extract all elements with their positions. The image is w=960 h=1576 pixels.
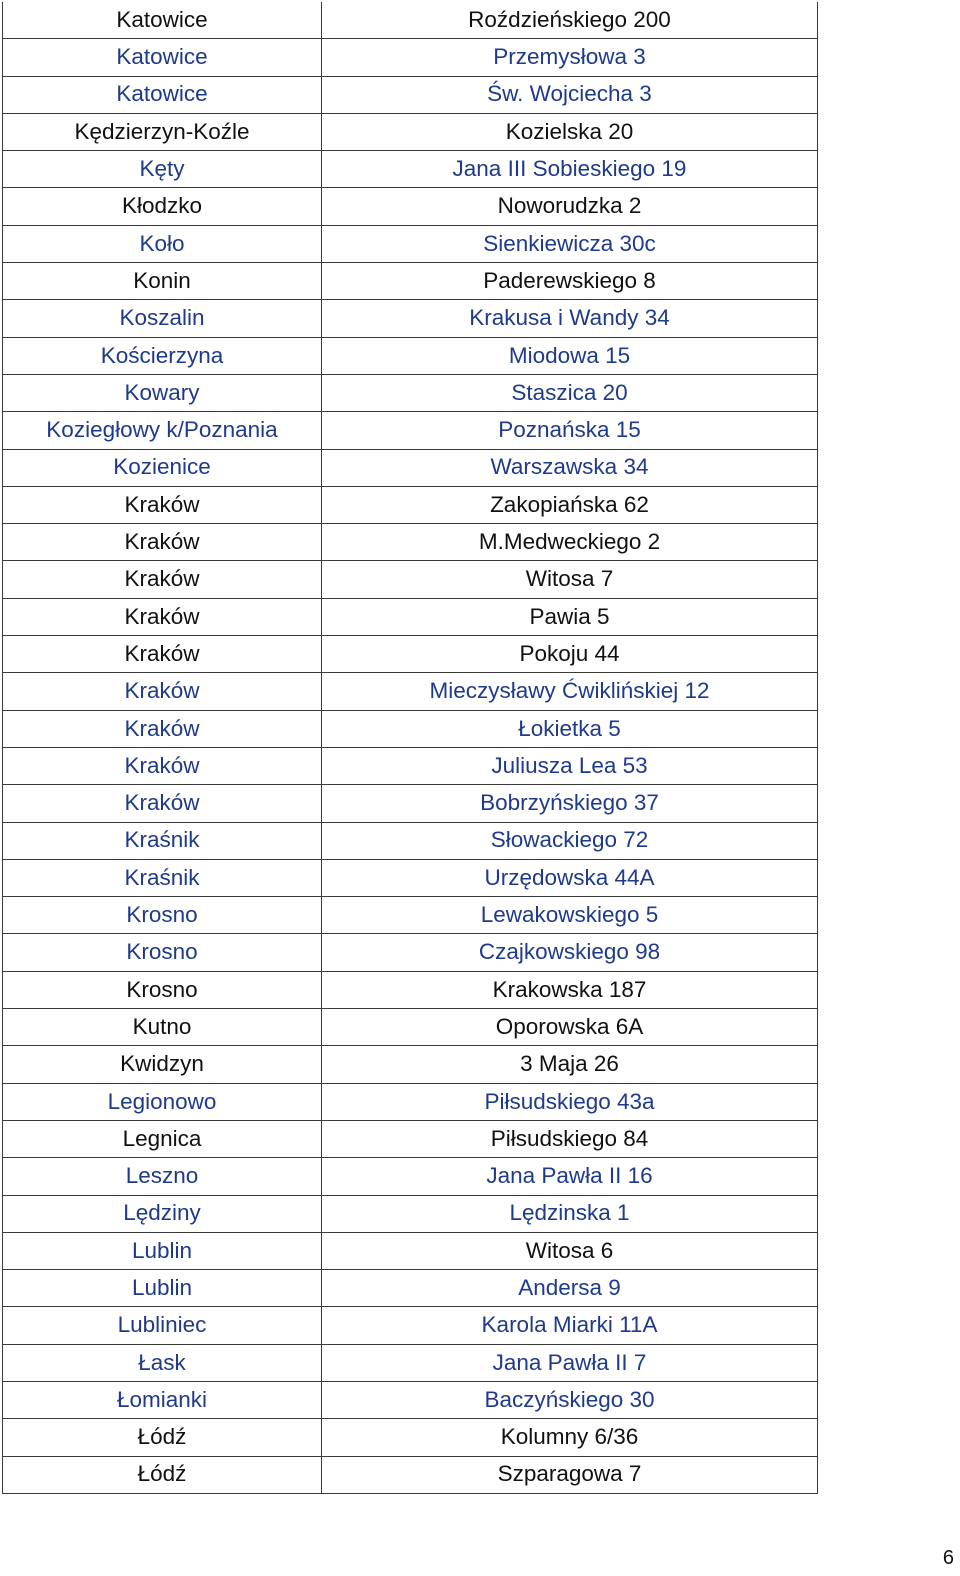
address-cell[interactable]: Poznańska 15 [322, 412, 818, 449]
address-cell[interactable]: Staszica 20 [322, 374, 818, 411]
address-cell: Zakopiańska 62 [322, 486, 818, 523]
city-cell[interactable]: Koziegłowy k/Poznania [3, 412, 322, 449]
table-row [3, 1009, 818, 1046]
table-row [3, 598, 818, 635]
table-row [3, 449, 818, 486]
table-row [3, 971, 818, 1008]
address-cell: Piłsudskiego 84 [322, 1120, 818, 1157]
city-cell[interactable]: Lublin [3, 1270, 322, 1307]
table-row [3, 39, 818, 76]
city-cell: Kłodzko [3, 188, 322, 225]
city-cell: Kutno [3, 1009, 322, 1046]
table-row [3, 673, 818, 710]
city-cell[interactable]: Kraśnik [3, 859, 322, 896]
table-row [3, 1456, 818, 1493]
city-cell: Konin [3, 263, 322, 300]
city-cell[interactable]: Kęty [3, 151, 322, 188]
city-cell: Kraków [3, 598, 322, 635]
table-row [3, 1232, 818, 1269]
address-cell[interactable]: Słowackiego 72 [322, 822, 818, 859]
address-cell[interactable]: Przemysłowa 3 [322, 39, 818, 76]
table-row [3, 412, 818, 449]
city-cell[interactable]: Kraków [3, 710, 322, 747]
city-cell: Kraków [3, 486, 322, 523]
address-cell[interactable]: Urzędowska 44A [322, 859, 818, 896]
table-row [3, 1381, 818, 1418]
locations-table-body [3, 2, 818, 1493]
address-cell: Witosa 7 [322, 561, 818, 598]
table-row [3, 1083, 818, 1120]
address-cell[interactable]: Andersa 9 [322, 1270, 818, 1307]
city-cell[interactable]: Katowice [3, 76, 322, 113]
address-cell: Szparagowa 7 [322, 1456, 818, 1493]
table-row [3, 1195, 818, 1232]
city-cell[interactable]: Kraków [3, 785, 322, 822]
table-row [3, 188, 818, 225]
city-cell[interactable]: Lubliniec [3, 1307, 322, 1344]
address-cell[interactable]: Bobrzyńskiego 37 [322, 785, 818, 822]
city-cell: Łódź [3, 1419, 322, 1456]
table-row [3, 374, 818, 411]
address-cell: 3 Maja 26 [322, 1046, 818, 1083]
address-cell: Roździeńskiego 200 [322, 2, 818, 39]
table-row [3, 486, 818, 523]
city-cell[interactable]: Kozienice [3, 449, 322, 486]
address-cell[interactable]: Mieczysławy Ćwiklińskiej 12 [322, 673, 818, 710]
page-number: 6 [942, 1547, 954, 1569]
address-cell: Pawia 5 [322, 598, 818, 635]
city-cell[interactable]: Kościerzyna [3, 337, 322, 374]
address-cell[interactable]: Łokietka 5 [322, 710, 818, 747]
city-cell: Kędzierzyn-Koźle [3, 113, 322, 150]
city-cell: Kwidzyn [3, 1046, 322, 1083]
city-cell[interactable]: Lędziny [3, 1195, 322, 1232]
table-row [3, 151, 818, 188]
address-cell[interactable]: Baczyńskiego 30 [322, 1381, 818, 1418]
table-row [3, 300, 818, 337]
city-cell: Kraków [3, 636, 322, 673]
address-cell: M.Medweckiego 2 [322, 524, 818, 561]
table-row [3, 561, 818, 598]
table-row [3, 1270, 818, 1307]
table-row [3, 1344, 818, 1381]
city-cell: Legnica [3, 1120, 322, 1157]
address-cell[interactable]: Juliusza Lea 53 [322, 747, 818, 784]
table-row [3, 785, 818, 822]
table-row [3, 934, 818, 971]
table-row [3, 225, 818, 262]
table-row [3, 710, 818, 747]
city-cell[interactable]: Łomianki [3, 1381, 322, 1418]
address-cell[interactable]: Warszawska 34 [322, 449, 818, 486]
table-row [3, 822, 818, 859]
table-row [3, 263, 818, 300]
table-row [3, 897, 818, 934]
city-cell[interactable]: Kraśnik [3, 822, 322, 859]
table-row [3, 1158, 818, 1195]
city-cell[interactable]: Lublin [3, 1232, 322, 1269]
address-cell[interactable]: Czajkowskiego 98 [322, 934, 818, 971]
address-cell: Kozielska 20 [322, 113, 818, 150]
address-cell: Oporowska 6A [322, 1009, 818, 1046]
table-row [3, 337, 818, 374]
table-row [3, 747, 818, 784]
table-row [3, 113, 818, 150]
city-cell: Krosno [3, 971, 322, 1008]
city-cell[interactable]: Kowary [3, 374, 322, 411]
table-row [3, 1419, 818, 1456]
table-row [3, 2, 818, 39]
address-cell: Paderewskiego 8 [322, 263, 818, 300]
address-cell[interactable]: Jana Pawła II 16 [322, 1158, 818, 1195]
address-cell[interactable]: Św. Wojciecha 3 [322, 76, 818, 113]
city-cell: Katowice [3, 2, 322, 39]
address-cell[interactable]: Lewakowskiego 5 [322, 897, 818, 934]
city-cell: Kraków [3, 524, 322, 561]
address-cell[interactable]: Lędzinska 1 [322, 1195, 818, 1232]
city-cell[interactable]: Łask [3, 1344, 322, 1381]
table-row [3, 1120, 818, 1157]
address-cell[interactable]: Jana Pawła II 7 [322, 1344, 818, 1381]
table-row [3, 1046, 818, 1083]
address-cell[interactable]: Krakusa i Wandy 34 [322, 300, 818, 337]
city-cell: Kraków [3, 561, 322, 598]
city-cell[interactable]: Krosno [3, 934, 322, 971]
address-cell[interactable]: Sienkiewicza 30c [322, 225, 818, 262]
city-cell[interactable]: Legionowo [3, 1083, 322, 1120]
address-cell[interactable]: Piłsudskiego 43a [322, 1083, 818, 1120]
table-row [3, 524, 818, 561]
city-cell[interactable]: Koszalin [3, 300, 322, 337]
table-row [3, 636, 818, 673]
city-cell[interactable]: Koło [3, 225, 322, 262]
address-cell: Krakowska 187 [322, 971, 818, 1008]
city-cell: Łódź [3, 1456, 322, 1493]
city-cell[interactable]: Krosno [3, 897, 322, 934]
address-cell: Pokoju 44 [322, 636, 818, 673]
address-cell[interactable]: Karola Miarki 11A [322, 1307, 818, 1344]
city-cell[interactable]: Kraków [3, 747, 322, 784]
locations-table [2, 2, 818, 1494]
city-cell[interactable]: Leszno [3, 1158, 322, 1195]
address-cell: Kolumny 6/36 [322, 1419, 818, 1456]
table-row [3, 1307, 818, 1344]
address-cell[interactable]: Miodowa 15 [322, 337, 818, 374]
table-row [3, 76, 818, 113]
city-cell[interactable]: Katowice [3, 39, 322, 76]
city-cell[interactable]: Kraków [3, 673, 322, 710]
address-cell: Witosa 6 [322, 1232, 818, 1269]
address-cell[interactable]: Jana III Sobieskiego 19 [322, 151, 818, 188]
address-cell: Noworudzka 2 [322, 188, 818, 225]
table-row [3, 859, 818, 896]
